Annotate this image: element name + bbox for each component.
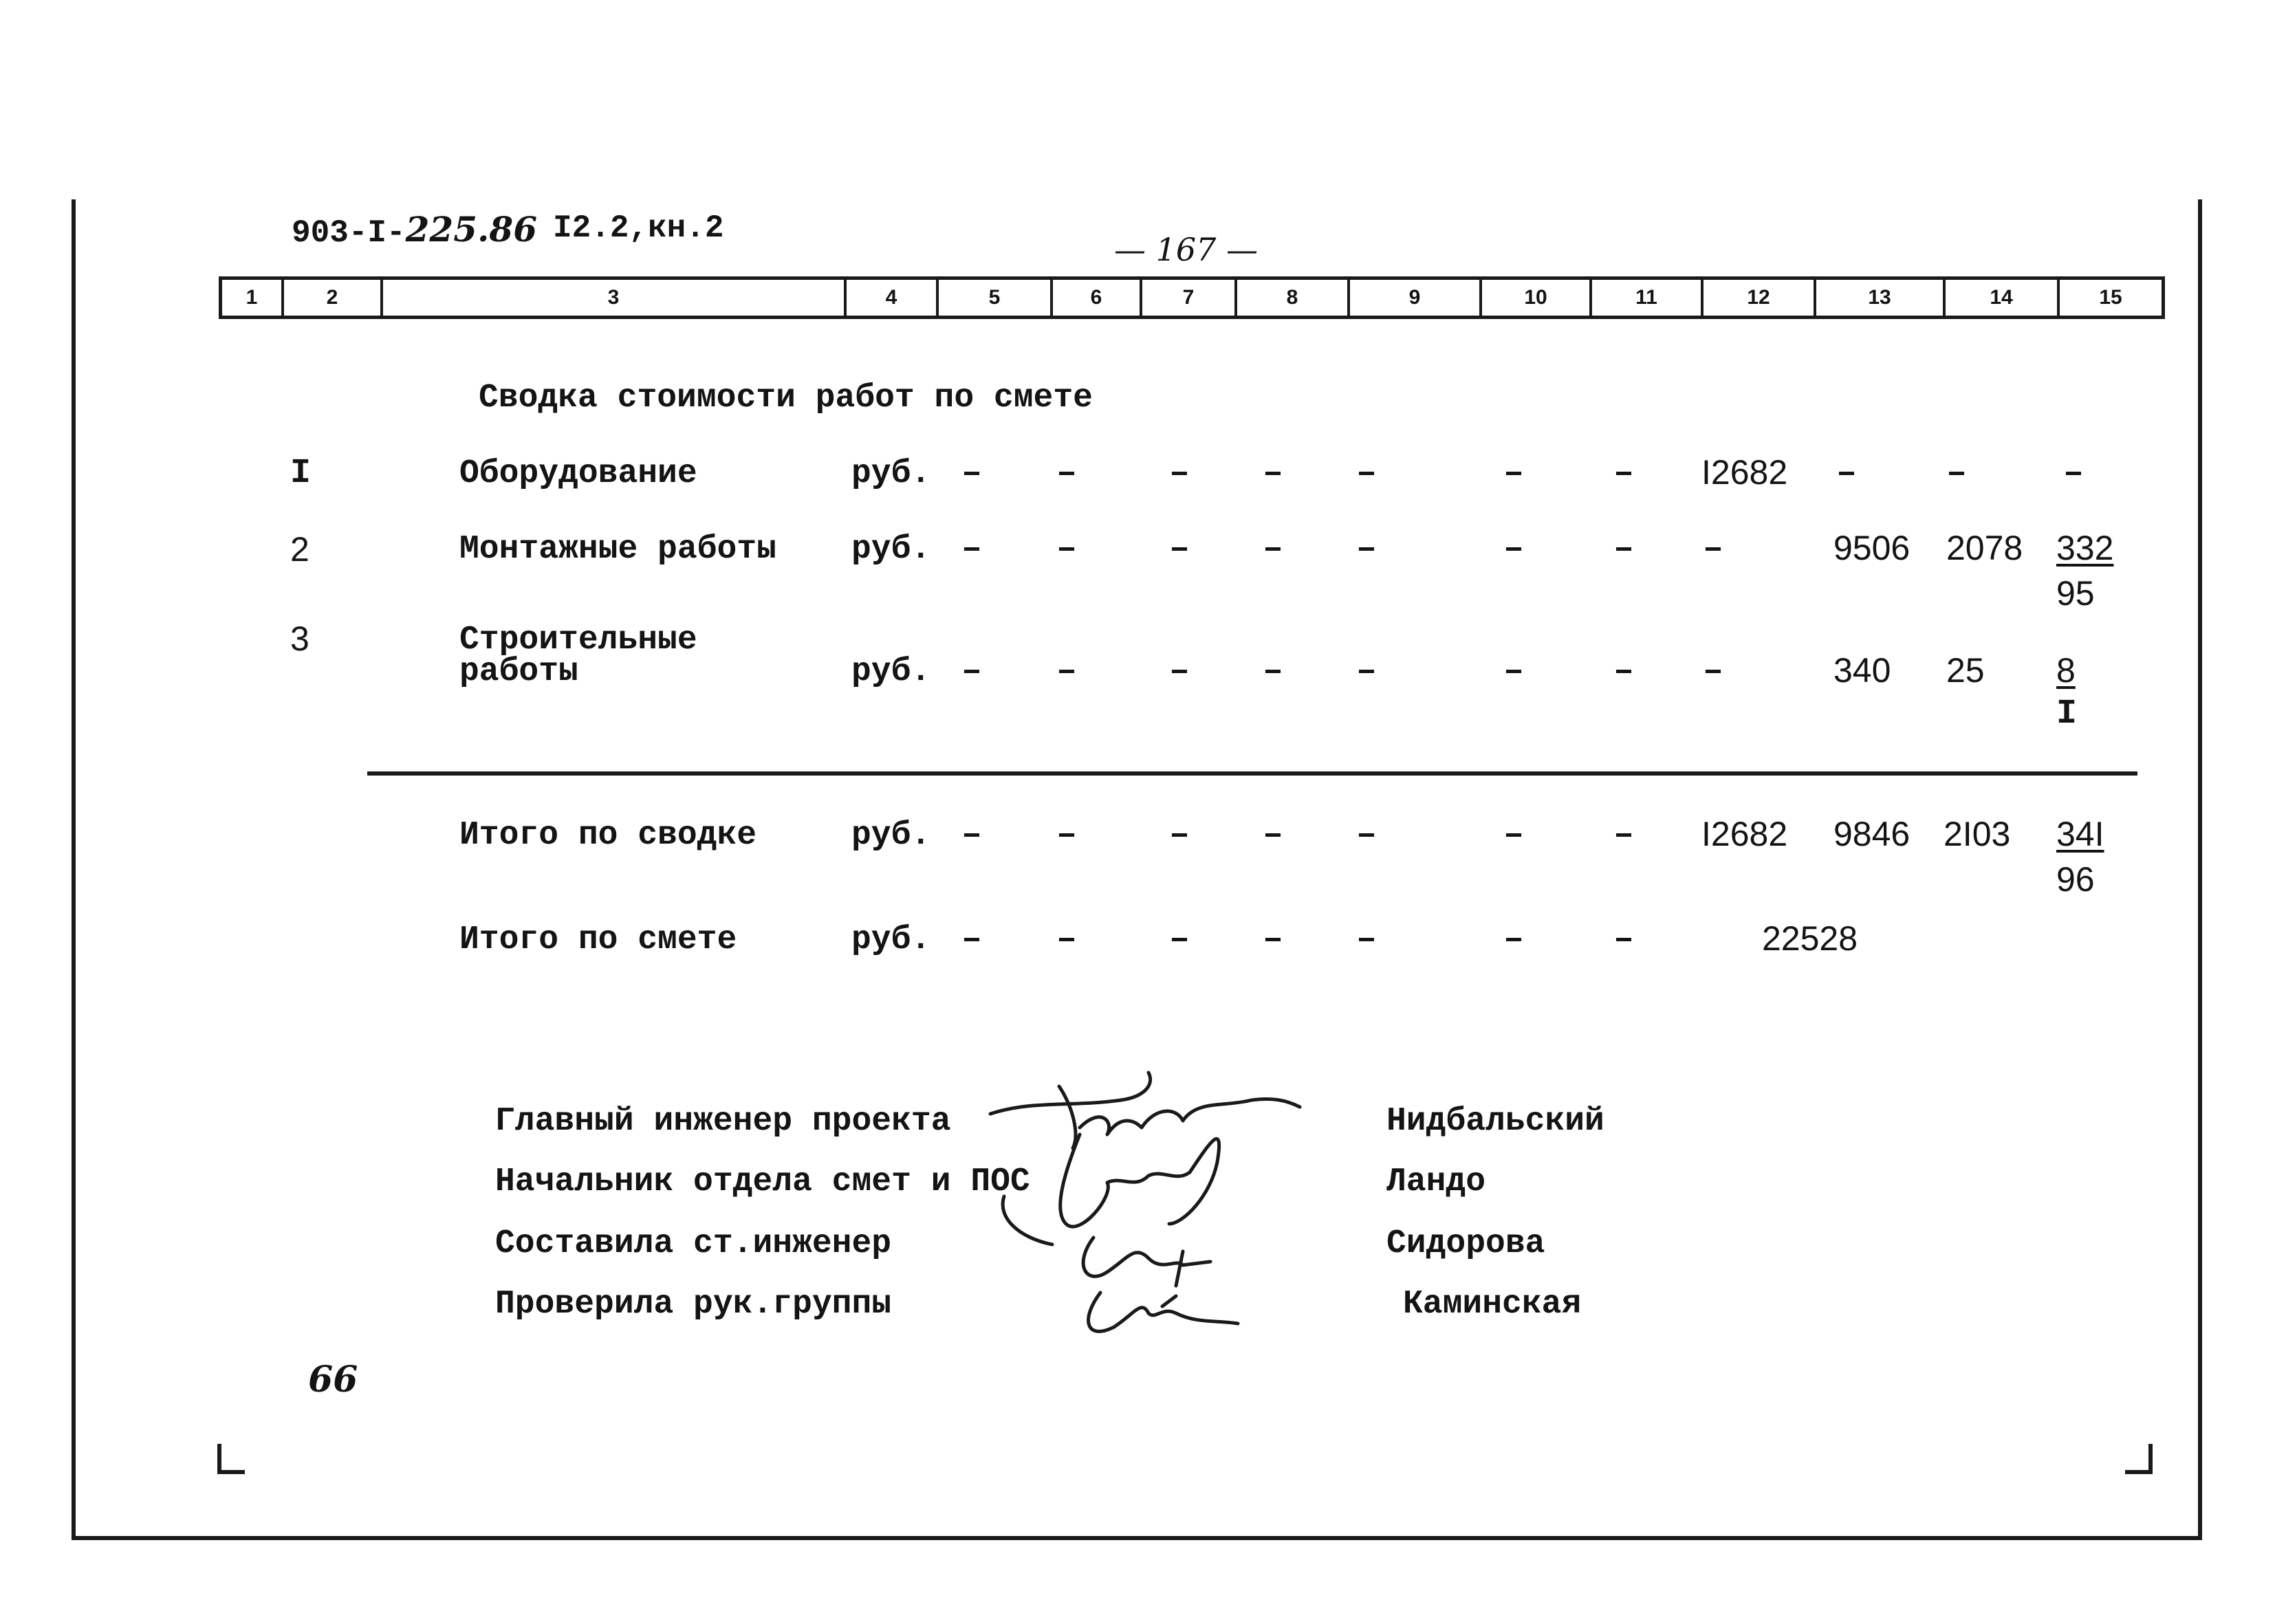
cell-equipment: I2682 [1701, 453, 1788, 492]
column-number: 9 [1347, 280, 1479, 316]
empty-cell-dash: – [1263, 454, 1284, 493]
empty-cell-dash: – [1169, 652, 1190, 691]
empty-cell-dash: – [1613, 454, 1635, 493]
signature-role: Начальник отдела смет и ПОС [495, 1163, 1030, 1200]
column-number: 6 [1050, 280, 1140, 316]
column-number: 7 [1140, 280, 1234, 316]
row-name: Монтажные работы [459, 531, 776, 568]
empty-cell-dash: – [1503, 529, 1525, 569]
cell-col14: – [1946, 454, 1968, 493]
signatory-name: Ландо [1386, 1163, 1486, 1200]
empty-cell-dash: – [961, 652, 983, 691]
cell-col13: – [1836, 454, 1858, 493]
empty-cell-dash: – [1169, 454, 1190, 493]
grand-total: 22528 [1762, 919, 1858, 958]
total-unit: руб. [851, 817, 931, 854]
empty-cell-dash: – [1056, 920, 1078, 959]
empty-cell-dash: – [1169, 920, 1190, 959]
empty-cell-dash: – [1356, 529, 1378, 569]
total-name: Итого по смете [459, 921, 737, 958]
column-number: 10 [1479, 280, 1589, 316]
column-number: 15 [2057, 280, 2162, 316]
empty-cell-dash: – [1356, 920, 1378, 959]
cell-col13: 340 [1833, 651, 1891, 690]
empty-cell-dash: – [1356, 652, 1378, 691]
signature-stroke-2 [1003, 1134, 1219, 1244]
row-name: Оборудование [459, 455, 697, 492]
empty-cell-dash: – [1613, 920, 1635, 959]
signature-role: Составила ст.инженер [495, 1225, 892, 1262]
column-number: 3 [380, 280, 844, 316]
total-unit: руб. [851, 921, 931, 958]
cell-col14: 2078 [1946, 529, 2023, 567]
cell-col15: – [2063, 454, 2084, 493]
empty-cell-dash: – [1263, 815, 1284, 855]
row-number: 2 [290, 530, 309, 569]
empty-cell-dash: – [1056, 815, 1078, 855]
signature-stroke-1 [990, 1073, 1300, 1148]
empty-cell-dash: – [961, 529, 983, 569]
frame-bottom-border [72, 1536, 2202, 1540]
total-col14: 2I03 [1944, 815, 2011, 853]
empty-cell-dash: – [1503, 815, 1525, 855]
row-unit: руб. [851, 531, 931, 568]
column-number: 5 [936, 280, 1050, 316]
row-name-line2: работы [459, 653, 578, 690]
row-number: I [290, 454, 312, 493]
column-number: 2 [281, 280, 380, 316]
column-number: 14 [1943, 280, 2057, 316]
empty-cell-dash: – [961, 920, 983, 959]
column-number: 11 [1589, 280, 1701, 316]
column-number: 13 [1814, 280, 1943, 316]
cell-col15-bottom: 95 [2056, 574, 2095, 613]
row-name-line1: Строительные [459, 622, 697, 659]
cell-equipment: – [1703, 652, 1724, 691]
cell-col15-top: 332 [2056, 529, 2114, 567]
empty-cell-dash: – [1169, 529, 1190, 569]
signature-stroke-4 [1089, 1293, 1238, 1331]
signature-role: Проверила рук.группы [495, 1286, 892, 1323]
empty-cell-dash: – [1056, 529, 1078, 569]
empty-cell-dash: – [961, 454, 983, 493]
corner-mark-left [217, 1470, 245, 1474]
signatory-name: Сидорова [1386, 1225, 1545, 1262]
total-name: Итого по сводке [459, 817, 757, 854]
cell-col14: 25 [1946, 651, 1985, 690]
page-number: — 167 — [1114, 231, 1259, 268]
empty-cell-dash: – [1356, 815, 1378, 855]
signatory-name: Нидбальский [1386, 1103, 1604, 1140]
empty-cell-dash: – [1263, 529, 1284, 569]
document-code [292, 209, 537, 251]
empty-cell-dash: – [1169, 815, 1190, 855]
column-number: 4 [844, 280, 936, 316]
signatory-name: Каминская [1403, 1286, 1582, 1323]
signature-stroke-3 [1083, 1238, 1210, 1286]
empty-cell-dash: – [1613, 652, 1635, 691]
row-unit: руб. [851, 653, 931, 690]
empty-cell-dash: – [1356, 454, 1378, 493]
empty-cell-dash: – [1613, 529, 1635, 569]
column-number-strip [219, 276, 2165, 319]
empty-cell-dash: – [1056, 652, 1078, 691]
cell-col15-bottom: I [2056, 694, 2078, 734]
column-number: 8 [1234, 280, 1347, 316]
handwritten-signatures [977, 1059, 1320, 1348]
sheet-mark: 66 [308, 1359, 358, 1401]
column-number: 12 [1701, 280, 1814, 316]
empty-cell-dash: – [1503, 920, 1525, 959]
total-col15-top: 34I [2056, 815, 2104, 853]
column-number: 1 [246, 286, 258, 309]
cell-equipment: – [1703, 529, 1724, 569]
empty-cell-dash: – [1613, 815, 1635, 855]
cell-col13: 9506 [1833, 529, 1911, 567]
document-code-handwritten: 225.86 [405, 209, 537, 250]
empty-cell-dash: – [961, 815, 983, 855]
corner-mark-right [2125, 1470, 2153, 1474]
frame-right-border [2198, 199, 2202, 1540]
empty-cell-dash: – [1056, 454, 1078, 493]
empty-cell-dash: – [1503, 652, 1525, 691]
empty-cell-dash: – [1263, 652, 1284, 691]
frame-left-border [72, 199, 76, 1540]
total-col15-bottom: 96 [2056, 860, 2095, 899]
row-number: 3 [290, 619, 309, 658]
totals-divider [367, 771, 2137, 776]
total-col13: 9846 [1833, 815, 1911, 853]
row-unit: руб. [851, 455, 931, 492]
total-col12: I2682 [1701, 815, 1788, 853]
summary-title: Сводка стоимости работ по смете [479, 380, 1093, 417]
document-code-printed: 903-I- [292, 215, 406, 251]
empty-cell-dash: – [1503, 454, 1525, 493]
signature-role: Главный инженер проекта [495, 1103, 951, 1140]
empty-cell-dash: – [1263, 920, 1284, 959]
cell-col15-top: 8 [2056, 651, 2076, 690]
section-reference: I2.2,кн.2 [553, 210, 724, 246]
